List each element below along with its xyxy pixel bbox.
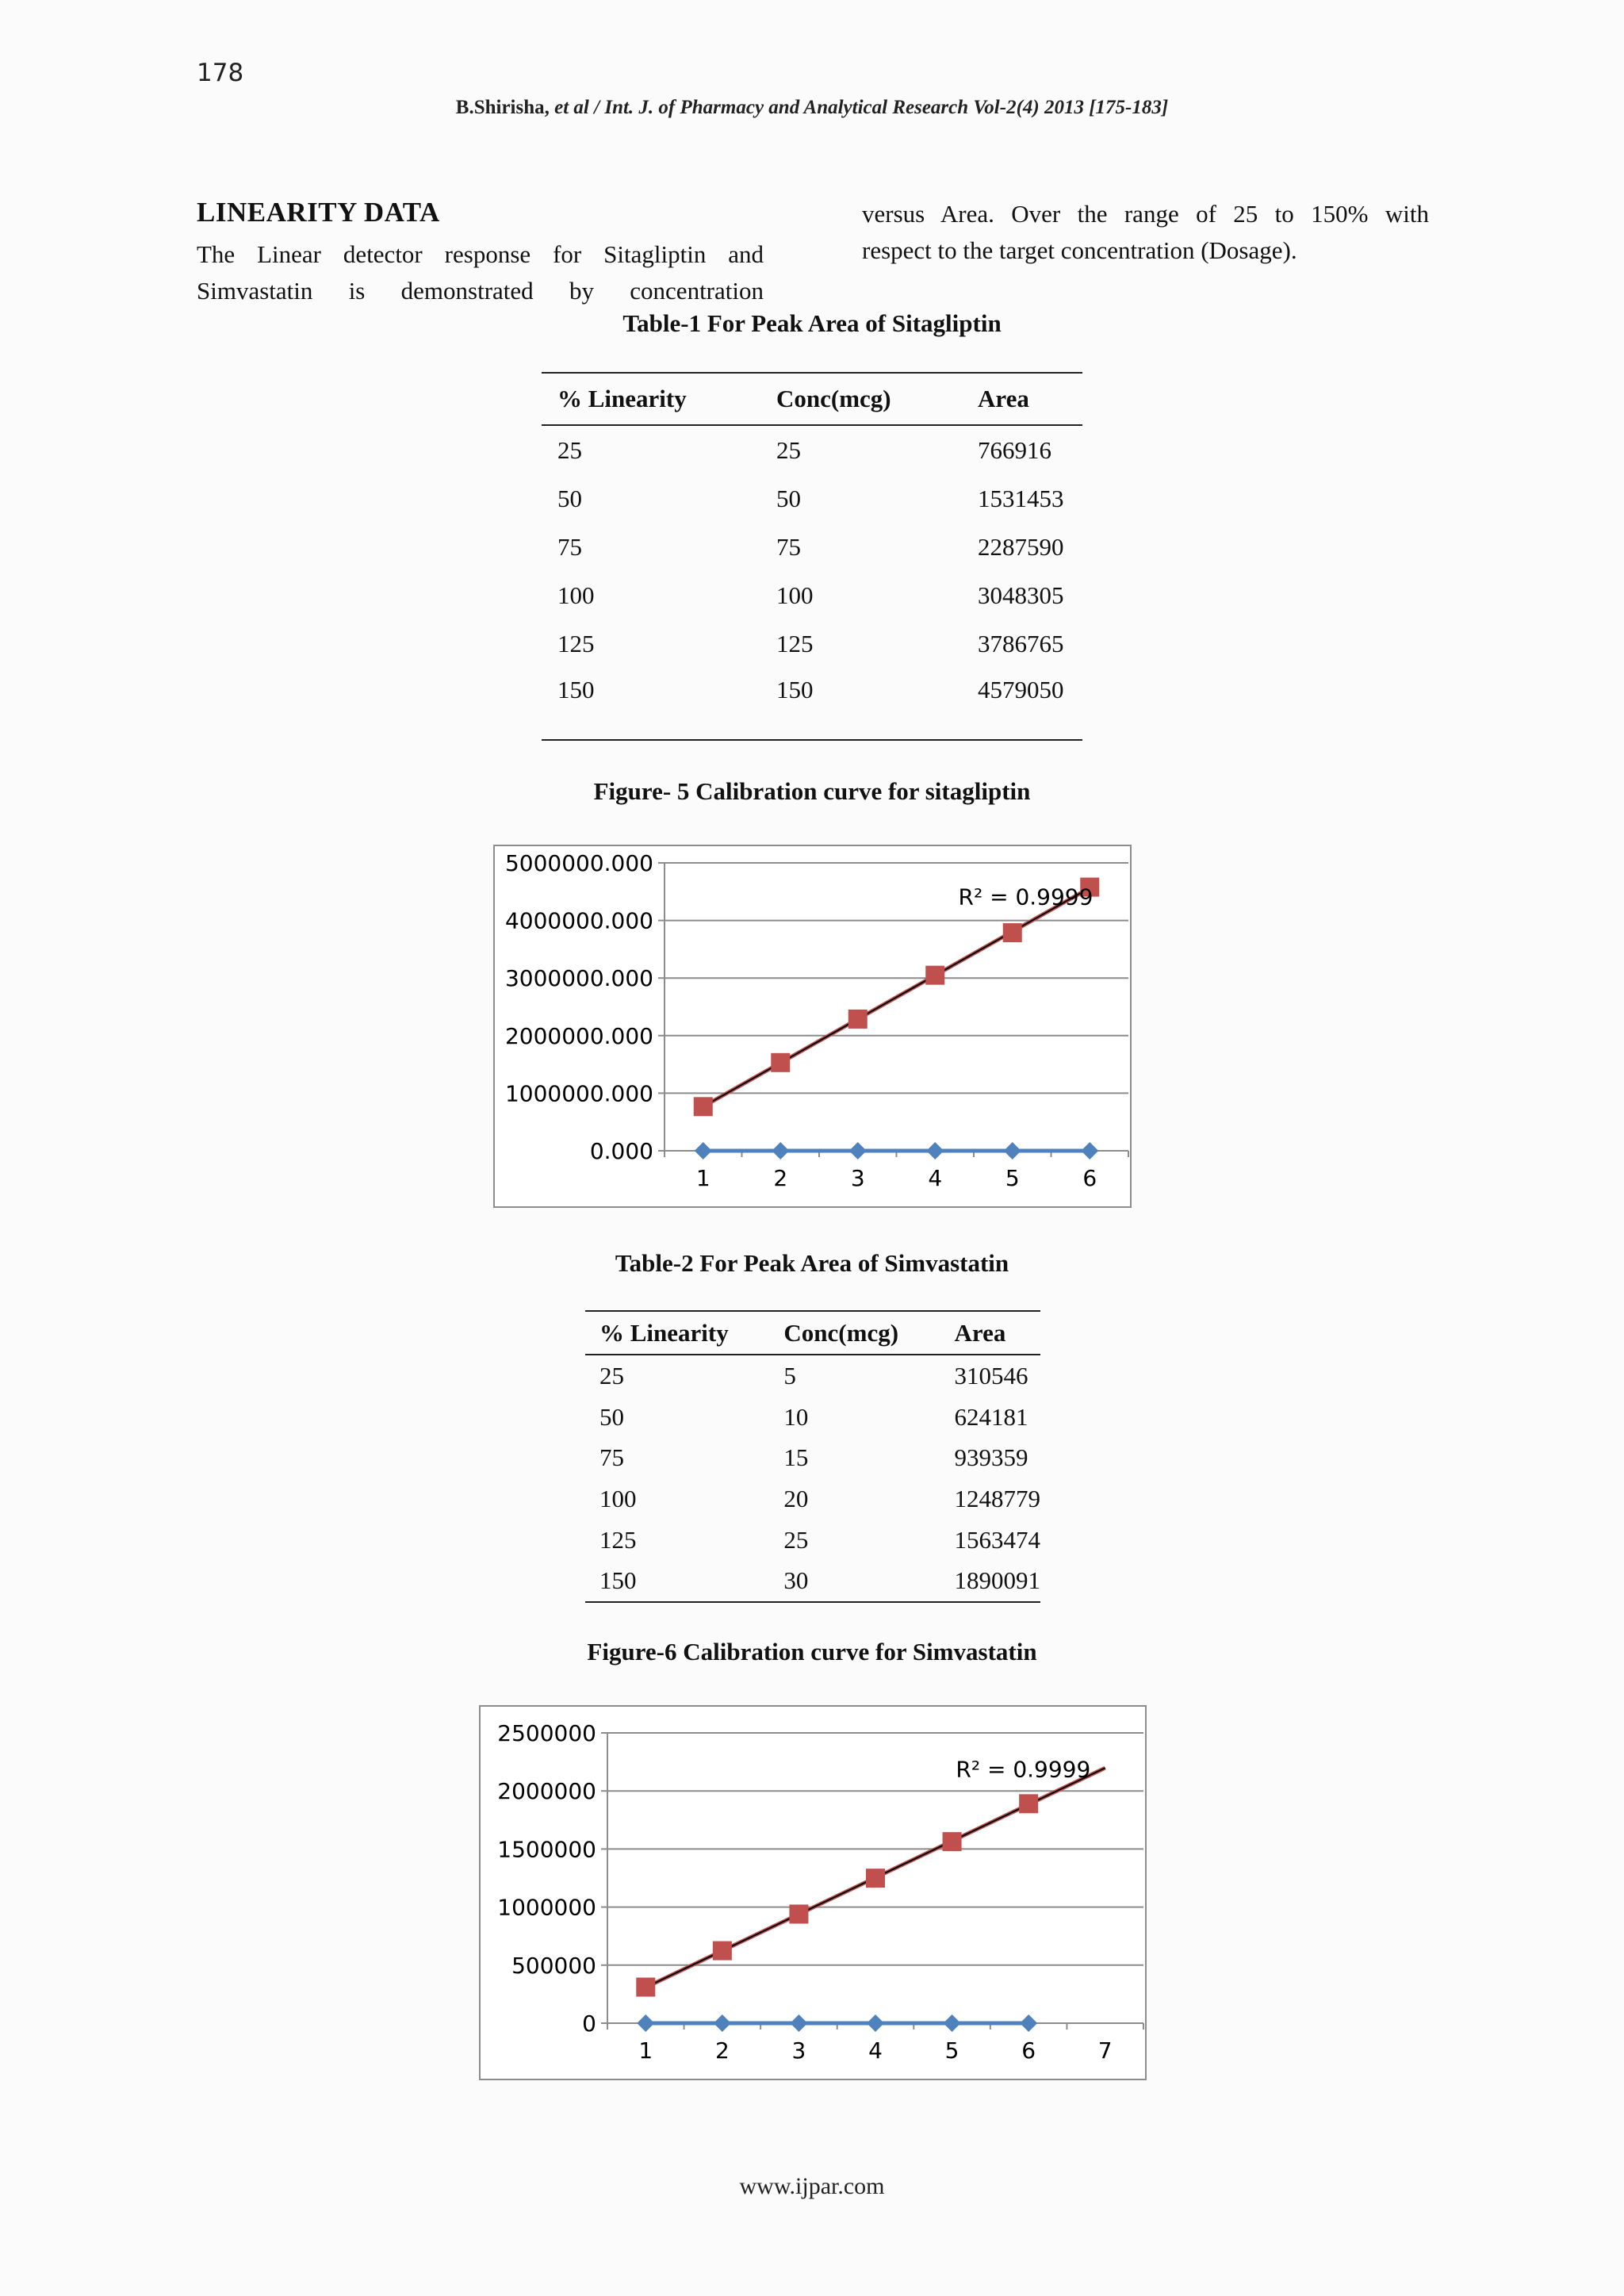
table-row bbox=[585, 1355, 1040, 1397]
table-cell: 10 bbox=[783, 1402, 809, 1431]
x-tick-label: 6 bbox=[1021, 2037, 1036, 2064]
table1-caption: Table-1 For Peak Area of Sitagliptin bbox=[622, 309, 1002, 337]
table-cell: 1890091 bbox=[954, 1566, 1040, 1595]
table-cell: 20 bbox=[783, 1484, 809, 1512]
table-cell: 150 bbox=[776, 676, 814, 703]
x-tick-label: 6 bbox=[1082, 1165, 1097, 1191]
y-tick-label: 4000000.000 bbox=[504, 907, 653, 934]
table-cell: 3786765 bbox=[978, 629, 1064, 657]
table-cell: 125 bbox=[776, 629, 814, 657]
y-tick-label: 2000000 bbox=[497, 1778, 596, 1805]
table-row bbox=[585, 1560, 1040, 1602]
table-cell: 50 bbox=[557, 484, 582, 512]
y-tick-label: 2000000.000 bbox=[504, 1022, 653, 1049]
data-point-diamond bbox=[772, 1142, 789, 1159]
data-point-square bbox=[789, 1904, 808, 1923]
data-point-diamond bbox=[849, 1142, 867, 1159]
figure5-chart-svg bbox=[495, 846, 1130, 1206]
y-tick-label: 1500000 bbox=[497, 1836, 596, 1863]
table-header-cell: Conc(mcg) bbox=[769, 1311, 940, 1355]
header-journal: Int. J. of Pharmacy and Analytical Research Vol-2(4) 2013 [175-183] bbox=[604, 97, 1169, 118]
data-point-diamond bbox=[1020, 2014, 1037, 2032]
table-cell: 25 bbox=[776, 435, 801, 464]
table-cell: 100 bbox=[557, 581, 595, 609]
data-point-square bbox=[636, 1978, 655, 1997]
data-point-diamond bbox=[944, 2014, 961, 2032]
y-tick-label: 1000000.000 bbox=[504, 1080, 653, 1107]
y-tick-label: 5000000.000 bbox=[504, 850, 653, 876]
body-text-left: The Linear detector response for Sitagliptin and Simvastatin is demonstrated by concentration bbox=[197, 240, 764, 305]
figure6-chart-svg bbox=[481, 1707, 1145, 2079]
figure6-chart bbox=[479, 1705, 1147, 2080]
y-tick-label: 500000 bbox=[511, 1952, 596, 1979]
page-number: 178 bbox=[197, 59, 244, 87]
table-header-cell: Area bbox=[940, 1311, 1041, 1355]
table-cell: 1563474 bbox=[954, 1525, 1040, 1554]
table-header-cell: Area bbox=[962, 373, 1082, 425]
table-cell: 624181 bbox=[954, 1402, 1028, 1431]
data-point-square bbox=[848, 1010, 868, 1029]
x-tick-label: 5 bbox=[1005, 1165, 1020, 1191]
data-point-diamond bbox=[790, 2014, 807, 2032]
table-cell: 75 bbox=[599, 1443, 624, 1472]
table-cell: 5 bbox=[783, 1361, 796, 1389]
data-point-square bbox=[694, 1097, 713, 1116]
body-text-right bbox=[862, 196, 1429, 269]
table-cell: 50 bbox=[599, 1402, 624, 1431]
table-header-row bbox=[542, 373, 1082, 425]
table-cell: 939359 bbox=[954, 1443, 1028, 1472]
table2-caption: Table-2 For Peak Area of Simvastatin bbox=[615, 1249, 1009, 1277]
x-tick-label: 1 bbox=[695, 1165, 710, 1191]
footer-url: www.ijpar.com bbox=[739, 2173, 885, 2199]
data-point-square bbox=[925, 966, 944, 985]
x-tick-label: 2 bbox=[773, 1165, 788, 1191]
r-squared-label: R² = 0.9999 bbox=[956, 1756, 1091, 1783]
table-row bbox=[542, 474, 1082, 523]
data-point-diamond bbox=[637, 2014, 654, 2032]
table-row bbox=[585, 1397, 1040, 1438]
table-header-cell: % Linearity bbox=[542, 373, 760, 425]
table-header-row bbox=[585, 1311, 1040, 1355]
figure6-caption: Figure-6 Calibration curve for Simvastatin bbox=[587, 1638, 1037, 1665]
table-row bbox=[585, 1478, 1040, 1520]
table-cell: 1531453 bbox=[978, 484, 1064, 512]
y-tick-label: 3000000.000 bbox=[504, 965, 653, 992]
data-point-diamond bbox=[926, 1142, 944, 1159]
data-point-diamond bbox=[1081, 1142, 1098, 1159]
table-cell: 125 bbox=[599, 1525, 637, 1554]
table-cell: 2287590 bbox=[978, 532, 1064, 561]
table2 bbox=[585, 1310, 1040, 1603]
table-cell: 125 bbox=[557, 629, 595, 657]
header-etal: et al bbox=[554, 97, 589, 118]
table-cell: 150 bbox=[557, 676, 595, 703]
table-row bbox=[542, 668, 1082, 740]
table-cell: 30 bbox=[783, 1566, 809, 1595]
data-point-diamond bbox=[1004, 1142, 1021, 1159]
figure5-chart bbox=[493, 845, 1132, 1208]
table-header-cell: % Linearity bbox=[585, 1311, 769, 1355]
table-header-cell: Conc(mcg) bbox=[760, 373, 962, 425]
table-cell: 766916 bbox=[978, 435, 1051, 464]
data-point-diamond bbox=[695, 1142, 712, 1159]
data-point-square bbox=[771, 1053, 790, 1072]
data-point-square bbox=[943, 1832, 962, 1851]
x-tick-label: 4 bbox=[928, 1165, 943, 1191]
table-row bbox=[585, 1437, 1040, 1478]
table-cell: 75 bbox=[557, 532, 582, 561]
r-squared-label: R² = 0.9999 bbox=[958, 884, 1094, 910]
x-tick-label: 2 bbox=[714, 2037, 730, 2064]
table-row bbox=[542, 619, 1082, 668]
header-author: B.Shirisha, bbox=[455, 97, 550, 118]
y-tick-label: 0 bbox=[582, 2010, 596, 2037]
data-point-diamond bbox=[867, 2014, 884, 2032]
x-tick-label: 7 bbox=[1097, 2037, 1113, 2064]
y-tick-label: 1000000 bbox=[497, 1894, 596, 1921]
table-cell: 25 bbox=[783, 1525, 809, 1554]
table-cell: 100 bbox=[599, 1484, 637, 1512]
table-cell: 25 bbox=[557, 435, 582, 464]
table-cell: 1248779 bbox=[954, 1484, 1040, 1512]
table-row bbox=[542, 571, 1082, 619]
x-tick-label: 5 bbox=[944, 2037, 959, 2064]
x-tick-label: 3 bbox=[791, 2037, 806, 2064]
table-cell: 100 bbox=[776, 581, 814, 609]
figure5-caption: Figure- 5 Calibration curve for sitagliptin bbox=[593, 777, 1031, 805]
x-tick-label: 1 bbox=[638, 2037, 653, 2064]
table-row bbox=[542, 523, 1082, 571]
table-cell: 150 bbox=[599, 1566, 637, 1595]
running-header bbox=[0, 97, 1624, 119]
y-tick-label: 0.000 bbox=[589, 1138, 653, 1164]
table1 bbox=[542, 372, 1082, 741]
table-cell: 50 bbox=[776, 484, 801, 512]
table-cell: 310546 bbox=[954, 1361, 1028, 1389]
data-point-diamond bbox=[714, 2014, 731, 2032]
data-point-square bbox=[713, 1941, 732, 1961]
body-text-right-line1: versus Area. Over the range of 25 to 150% with bbox=[862, 200, 1429, 228]
section-heading: LINEARITY DATA bbox=[197, 197, 440, 228]
table-cell: 3048305 bbox=[978, 581, 1064, 609]
x-tick-label: 3 bbox=[850, 1165, 865, 1191]
table-cell: 25 bbox=[599, 1361, 624, 1389]
body-text-right-line2: respect to the target concentration (Dosage). bbox=[862, 236, 1297, 264]
data-point-square bbox=[1003, 923, 1022, 942]
table-row bbox=[542, 425, 1082, 474]
table-cell: 75 bbox=[776, 532, 801, 561]
data-point-square bbox=[1019, 1794, 1038, 1813]
x-tick-label: 4 bbox=[868, 2037, 883, 2064]
header-sep: / bbox=[588, 97, 605, 118]
table-cell: 4579050 bbox=[978, 676, 1064, 703]
table-row bbox=[585, 1520, 1040, 1561]
data-point-square bbox=[866, 1869, 885, 1888]
table-cell: 15 bbox=[783, 1443, 809, 1472]
y-tick-label: 2500000 bbox=[497, 1720, 596, 1746]
